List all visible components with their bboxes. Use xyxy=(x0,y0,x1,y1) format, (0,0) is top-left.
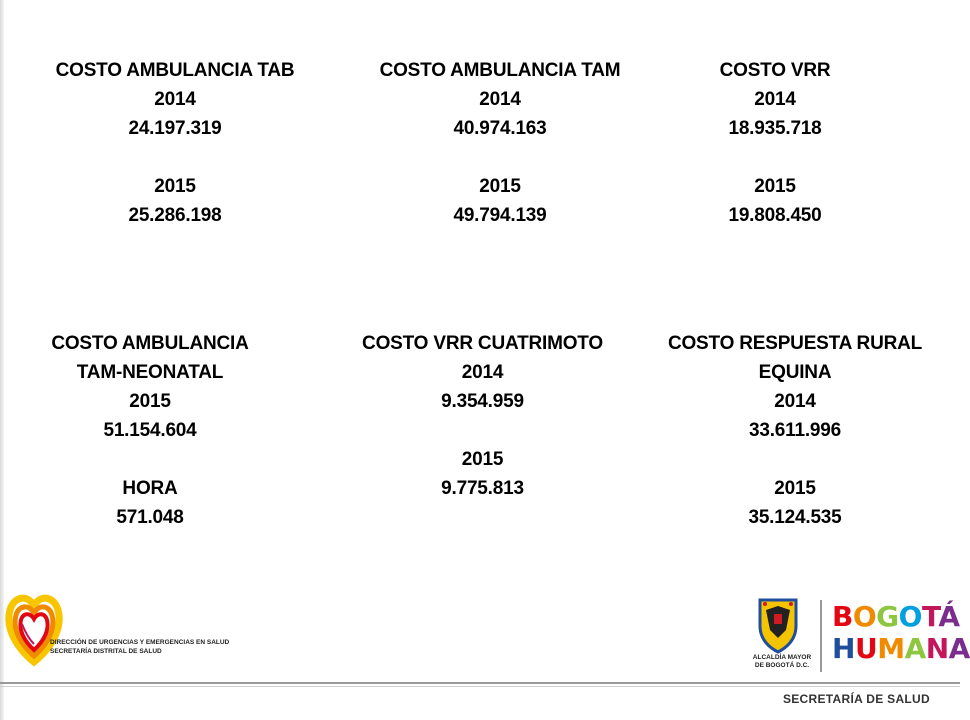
secretaria-label: SECRETARÍA DE SALUD xyxy=(782,692,930,706)
block-title: COSTO RESPUESTA RURAL xyxy=(667,333,923,354)
footer-rule-thin xyxy=(0,686,960,687)
block-title-line2: EQUINA xyxy=(758,362,832,383)
cost-value: 9.775.813 xyxy=(441,478,524,499)
footer-rule xyxy=(0,682,960,684)
cost-block-vrr xyxy=(660,56,890,230)
hour-label: HORA xyxy=(122,478,178,499)
year-label: 2015 xyxy=(461,449,504,470)
bogota-coat-of-arms-icon xyxy=(756,596,800,654)
org-name-line1: DIRECCIÓN DE URGENCIAS Y EMERGENCIAS EN SALUD xyxy=(50,639,230,646)
wordmark-letter: H xyxy=(832,632,855,665)
block-title: COSTO VRR CUATRIMOTO xyxy=(362,333,603,354)
wordmark-letter: O xyxy=(898,600,922,633)
cost-block-vrr-cuatrimoto xyxy=(340,329,625,503)
bogota-humana-logo xyxy=(750,596,970,678)
cost-block-ambulancia-tam xyxy=(345,56,655,230)
year-label: 2014 xyxy=(154,89,196,110)
org-name-line2: SECRETARÍA DISTRITAL DE SALUD xyxy=(50,648,162,655)
year-label: 2014 xyxy=(774,391,816,412)
wordmark-letter: A xyxy=(904,632,926,665)
year-label: 2015 xyxy=(479,176,521,197)
year-label: 2015 xyxy=(154,176,196,197)
alcaldia-line1: ALCALDÍA MAYOR xyxy=(752,654,812,661)
block-title: COSTO AMBULANCIA xyxy=(51,333,249,354)
block-title: COSTO VRR xyxy=(719,60,831,81)
cost-block-ambulancia-tab xyxy=(20,56,330,230)
cost-block-respuesta-rural-equina xyxy=(650,329,940,532)
cost-value: 49.794.139 xyxy=(453,205,547,226)
urgencias-logo xyxy=(4,584,230,670)
wordmark-letter: B xyxy=(832,600,853,633)
year-label: 2015 xyxy=(129,391,171,412)
logo-divider xyxy=(820,600,822,672)
humana-wordmark xyxy=(832,634,970,664)
cost-value: 51.154.604 xyxy=(103,420,197,441)
wordmark-letter: T xyxy=(921,600,939,633)
block-title-line2: TAM-NEONATAL xyxy=(76,362,224,383)
cost-value: 9.354.959 xyxy=(441,391,524,412)
cost-block-ambulancia-tam-neonatal xyxy=(20,329,280,532)
cost-value: 25.286.198 xyxy=(128,205,222,226)
year-label: 2015 xyxy=(754,176,796,197)
wordmark-letter: Á xyxy=(938,600,960,633)
hour-value: 571.048 xyxy=(116,507,184,528)
wordmark-letter: N xyxy=(925,632,949,665)
cost-value: 33.611.996 xyxy=(748,420,842,441)
bogota-wordmark xyxy=(832,602,960,632)
cost-value: 24.197.319 xyxy=(128,118,222,139)
cost-value: 19.808.450 xyxy=(728,205,822,226)
wordmark-letter: G xyxy=(876,600,899,633)
wordmark-letter: U xyxy=(854,632,878,665)
year-label: 2014 xyxy=(461,362,504,383)
heart-logo-icon xyxy=(4,584,64,670)
wordmark-letter: A xyxy=(948,632,970,665)
alcaldia-line2: DE BOGOTÁ D.C. xyxy=(754,662,810,669)
wordmark-letter: O xyxy=(852,600,877,633)
cost-value: 40.974.163 xyxy=(453,118,547,139)
year-label: 2015 xyxy=(774,478,816,499)
cost-value: 35.124.535 xyxy=(748,507,842,528)
year-label: 2014 xyxy=(479,89,521,110)
year-label: 2014 xyxy=(754,89,796,110)
wordmark-letter: M xyxy=(877,632,905,665)
cost-value: 18.935.718 xyxy=(728,118,822,139)
block-title: COSTO AMBULANCIA TAM xyxy=(379,60,621,81)
block-title: COSTO AMBULANCIA TAB xyxy=(55,60,295,81)
